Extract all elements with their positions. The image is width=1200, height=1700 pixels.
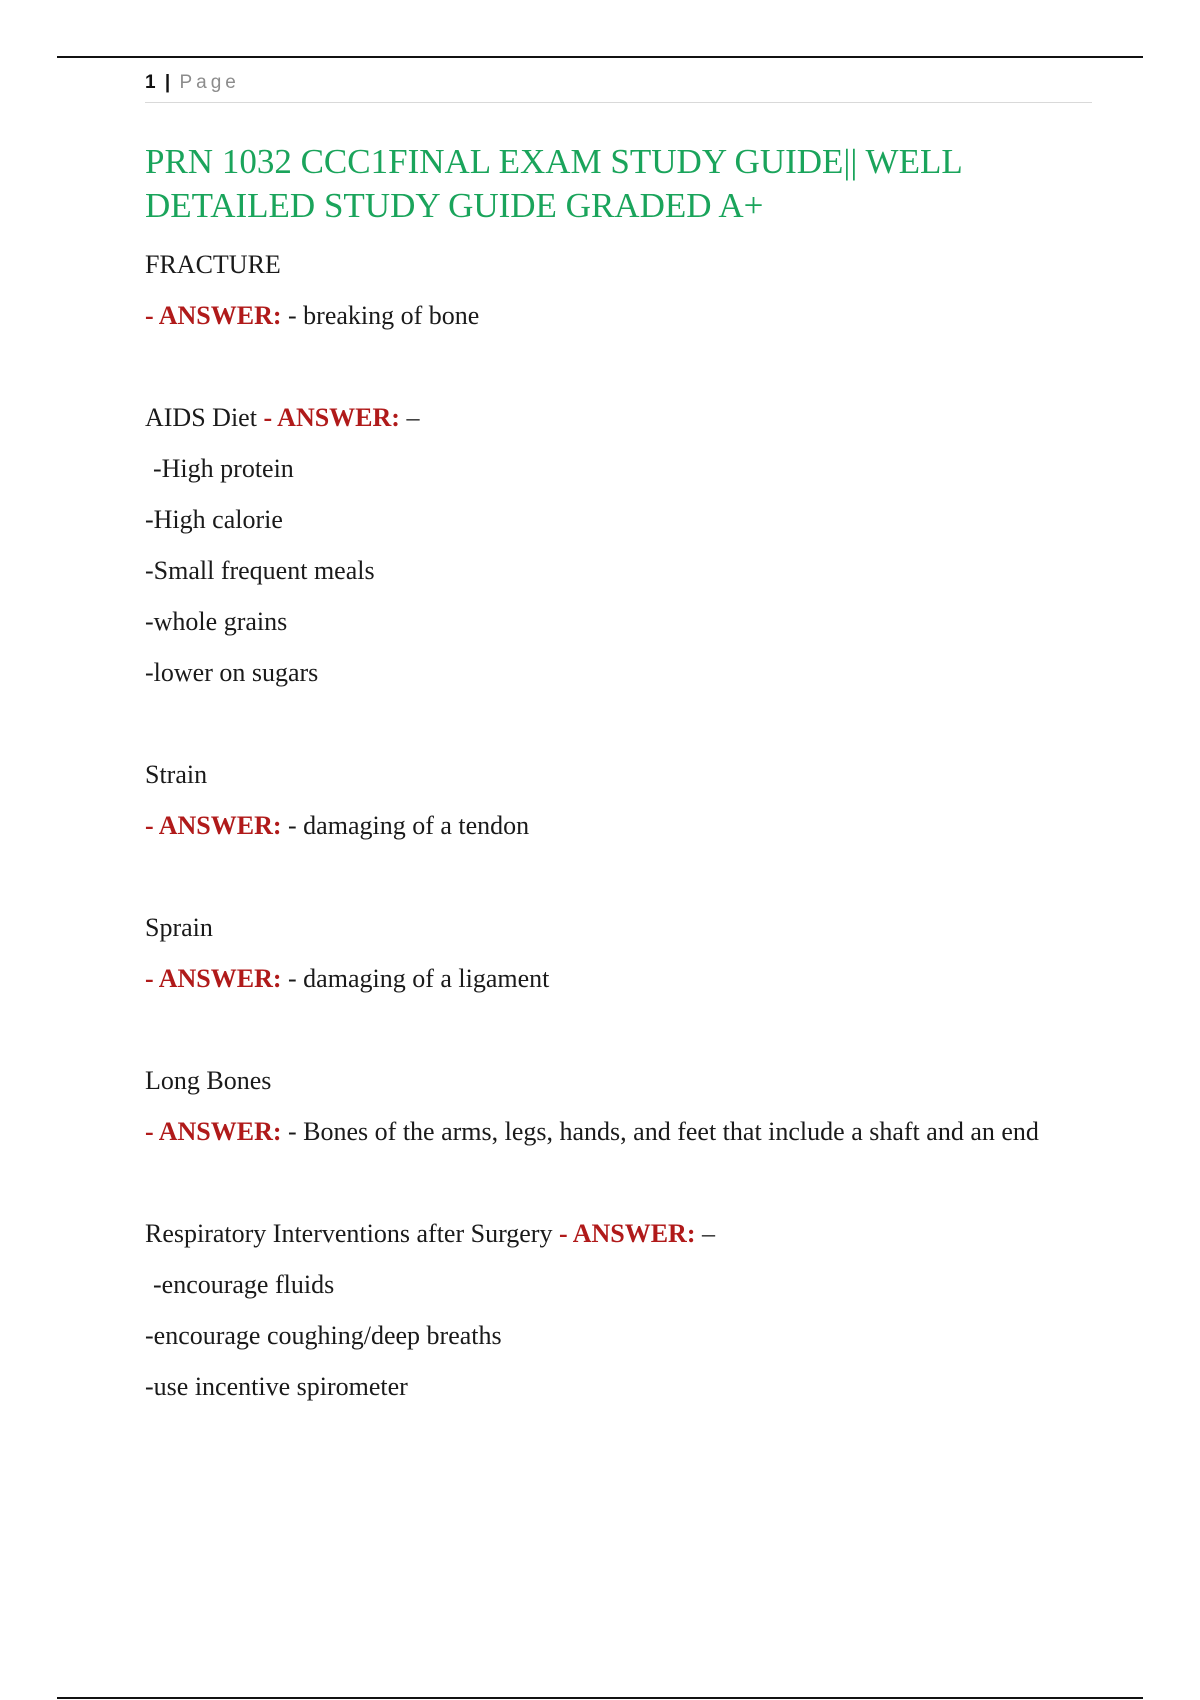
list-item: -lower on sugars	[145, 658, 319, 687]
list-item: -encourage coughing/deep breaths	[145, 1321, 502, 1350]
answer-text: - damaging of a tendon	[281, 811, 530, 840]
page-number: 1	[145, 72, 156, 93]
list-item: -High calorie	[145, 505, 283, 534]
term-respiratory	[145, 1217, 1095, 1251]
title-line-1: PRN 1032 CCC1FINAL EXAM STUDY GUIDE|| WELL	[145, 142, 963, 181]
list-item: -High protein	[153, 454, 294, 483]
term-long-bones: Long Bones	[145, 1066, 272, 1095]
answer-long-bones	[145, 1115, 1095, 1149]
title-line-2: DETAILED STUDY GUIDE GRADED A+	[145, 186, 764, 225]
answer-sprain	[145, 962, 1095, 996]
list-item: -encourage fluids	[153, 1270, 335, 1299]
answer-label: - ANSWER:	[145, 1117, 282, 1146]
term-strain: Strain	[145, 760, 208, 789]
page-top-rule	[57, 56, 1143, 58]
document-title	[145, 140, 1095, 228]
answer-text: - damaging of a ligament	[281, 964, 550, 993]
answer-text: - breaking of bone	[281, 301, 480, 330]
answer-label: - ANSWER:	[145, 964, 282, 993]
answer-label: - ANSWER:	[145, 811, 282, 840]
term-sprain: Sprain	[145, 913, 213, 942]
list-item: -use incentive spirometer	[145, 1372, 408, 1401]
answer-strain	[145, 809, 1095, 843]
page-separator: |	[164, 72, 171, 93]
term-text: Respiratory Interventions after Surgery	[145, 1219, 559, 1248]
list-item: -Small frequent meals	[145, 556, 375, 585]
answer-fracture	[145, 299, 1095, 333]
answer-label: - ANSWER:	[263, 403, 400, 432]
page-bottom-rule	[57, 1697, 1143, 1699]
page-header	[145, 72, 1092, 103]
answer-label: - ANSWER:	[558, 1219, 696, 1248]
document-body	[145, 140, 1095, 1404]
answer-label: - ANSWER:	[145, 301, 282, 330]
term-fracture: FRACTURE	[145, 250, 281, 279]
answer-dash: –	[399, 403, 420, 432]
answer-text: - Bones of the arms, legs, hands, and feet that include a shaft and an end	[281, 1117, 1039, 1146]
list-item: -whole grains	[145, 607, 288, 636]
term-text: AIDS Diet	[145, 403, 264, 432]
answer-dash: –	[695, 1219, 715, 1248]
page-word: Page	[179, 72, 240, 93]
term-aids-diet	[145, 401, 1095, 435]
